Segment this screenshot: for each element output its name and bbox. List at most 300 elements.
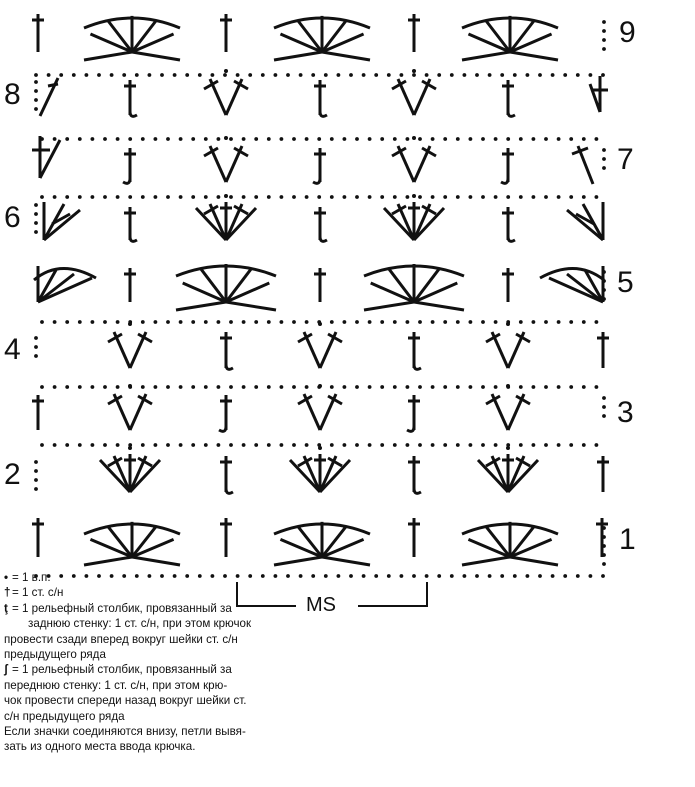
chain-dot <box>97 73 101 77</box>
dc-symbol <box>314 80 327 116</box>
chain-dot <box>582 443 586 447</box>
dc-symbol <box>124 80 137 116</box>
legend-note-line: Если значки соединяются внизу, петли вывя- <box>4 725 246 739</box>
chain-dot <box>53 195 57 199</box>
shell-stroke <box>510 557 558 565</box>
chain-dot <box>141 385 145 389</box>
legend-back-post-line: ţ = 1 рельефный столбик, провязанный за <box>4 601 232 615</box>
stitch-symbols-layer <box>32 14 609 565</box>
chain-dot <box>254 443 258 447</box>
dc-symbol <box>32 395 44 430</box>
chain-dot <box>292 443 296 447</box>
chain-dot <box>318 384 322 388</box>
chain-dot <box>34 354 38 358</box>
stroke <box>40 140 60 178</box>
chain-dot <box>456 385 460 389</box>
v-outer-right <box>226 208 256 240</box>
chain-dot <box>91 385 95 389</box>
chain-dot <box>349 73 353 77</box>
legend-front-post-line: ʃ = 1 рельефный столбик, провязанный за <box>4 663 232 677</box>
chain-dot <box>576 73 580 77</box>
legend-front-post-line: чок провести спереди назад вокруг шейки ст. <box>4 694 247 708</box>
chain-dot <box>53 385 57 389</box>
chain-dot <box>595 385 599 389</box>
chain-dot <box>217 195 221 199</box>
chain-dot <box>406 195 410 199</box>
dc-symbol <box>502 268 514 302</box>
chain-dot <box>569 385 573 389</box>
chain-dot <box>355 443 359 447</box>
chain-dot <box>204 320 208 324</box>
chain-dot <box>431 385 435 389</box>
v-stitch-symbol <box>478 446 538 492</box>
chain-dot <box>494 137 498 141</box>
chain-dot <box>526 574 530 578</box>
chain-dot <box>103 320 107 324</box>
dc-symbol <box>220 332 233 369</box>
chain-dot <box>229 443 233 447</box>
row-number-7: 7 <box>617 143 634 176</box>
chain-dot <box>494 195 498 199</box>
chain-dot <box>481 443 485 447</box>
chain-dot <box>286 73 290 77</box>
dc-symbol <box>124 268 136 302</box>
shell-stroke <box>462 557 510 565</box>
chain-dot <box>185 73 189 77</box>
chain-dot <box>576 574 580 578</box>
v-outer-right <box>320 460 350 492</box>
chain-dot <box>362 574 366 578</box>
chain-dot <box>78 385 82 389</box>
v-stitch-symbol <box>290 446 350 492</box>
dc-symbol <box>597 456 609 492</box>
chain-dot <box>602 29 606 33</box>
chain-dot <box>191 195 195 199</box>
chain-dot <box>141 320 145 324</box>
chain-dot <box>91 195 95 199</box>
chain-dot <box>330 137 334 141</box>
chain-dot <box>443 137 447 141</box>
chain-dot <box>463 73 467 77</box>
chain-dot <box>343 195 347 199</box>
chain-dot <box>34 487 38 491</box>
half-shell <box>540 266 604 302</box>
half-v <box>590 76 608 112</box>
chain-dot <box>481 137 485 141</box>
dc-symbol <box>407 395 420 431</box>
v-outer-left <box>290 460 320 492</box>
chain-dot <box>191 320 195 324</box>
legend-back-post-line: провести сзади вперед вокруг шейки ст. с/н <box>4 632 238 646</box>
bar <box>48 84 58 86</box>
chain-dot <box>128 384 132 388</box>
chain-dot <box>343 320 347 324</box>
chain-dot <box>513 574 517 578</box>
chain-dot <box>544 320 548 324</box>
chain-dot <box>506 322 510 326</box>
chain-dot <box>236 73 240 77</box>
chain-dot <box>34 345 38 349</box>
chain-dot <box>393 443 397 447</box>
chain-column <box>34 460 38 491</box>
shell-stroke <box>176 302 226 310</box>
dagger-dc-icon: † <box>4 586 11 600</box>
chain-dot <box>53 137 57 141</box>
chain-dot <box>280 320 284 324</box>
chain-dot <box>274 73 278 77</box>
chain-dot <box>135 73 139 77</box>
v-stitch-symbol <box>392 136 436 182</box>
chain-dot <box>229 320 233 324</box>
chain-dot <box>242 137 246 141</box>
chain-dot <box>343 385 347 389</box>
shell-stroke <box>132 557 180 565</box>
chain-dot <box>506 446 510 450</box>
dc-symbol <box>408 456 421 493</box>
chain-dot <box>280 385 284 389</box>
chain-dot <box>569 320 573 324</box>
chain-dot <box>91 443 95 447</box>
chain-dot <box>324 574 328 578</box>
chain-row <box>40 137 598 141</box>
shell-stroke <box>510 52 558 60</box>
chain-dot <box>173 73 177 77</box>
chain-dot <box>330 320 334 324</box>
chain-dot <box>254 137 258 141</box>
chain-dot <box>254 195 258 199</box>
chain-dot <box>532 385 536 389</box>
chain-dot <box>494 320 498 324</box>
chain-dot <box>456 137 460 141</box>
chain-dot <box>179 443 183 447</box>
dc-symbol <box>32 518 44 557</box>
v-stitch-symbol <box>108 384 152 430</box>
chain-dot <box>532 320 536 324</box>
chain-dot <box>544 385 548 389</box>
chain-dot <box>110 73 114 77</box>
bp-hook <box>130 111 137 116</box>
chain-dot <box>254 385 258 389</box>
chain-dot <box>500 73 504 77</box>
shell-stroke <box>322 52 370 60</box>
v-stitch-symbol <box>384 194 444 240</box>
dc-symbol <box>314 207 327 241</box>
chain-dot <box>116 443 120 447</box>
chain-dot <box>380 320 384 324</box>
chain-dot <box>469 195 473 199</box>
chain-dot <box>311 574 315 578</box>
shell-arc <box>34 268 96 280</box>
shell-7 <box>274 16 370 60</box>
chain-dot-icon: • <box>4 571 9 584</box>
chain-dot <box>506 195 510 199</box>
chain-dot <box>456 320 460 324</box>
chain-dot <box>425 73 429 77</box>
chain-dot <box>412 194 416 198</box>
chain-dot <box>494 443 498 447</box>
chain-dot <box>103 385 107 389</box>
chain-dot <box>229 137 233 141</box>
chain-dot <box>601 574 605 578</box>
back-post-icon: ţ <box>4 601 8 615</box>
chain-dot <box>116 320 120 324</box>
chain-dot <box>305 443 309 447</box>
chain-dot <box>418 320 422 324</box>
chain-dot <box>602 562 606 566</box>
dc-symbol <box>597 332 609 368</box>
chain-dot <box>229 385 233 389</box>
chain-dot <box>179 195 183 199</box>
chain-dot <box>425 574 429 578</box>
bp-hook <box>414 488 421 493</box>
legend-front-post-line: переднюю стенку: 1 ст. с/н, при этом крю- <box>4 678 228 692</box>
chain-dot <box>78 443 82 447</box>
dc-symbol <box>408 518 420 557</box>
chain-column <box>602 20 606 51</box>
chain-dot <box>519 443 523 447</box>
chain-dot <box>78 320 82 324</box>
chain-dot <box>602 405 606 409</box>
chain-dot <box>154 443 158 447</box>
chain-dot <box>292 385 296 389</box>
chain-dot <box>602 414 606 418</box>
chain-dot <box>40 385 44 389</box>
chain-dot <box>481 195 485 199</box>
chain-dot <box>166 195 170 199</box>
chain-dot <box>544 137 548 141</box>
chain-dot <box>355 385 359 389</box>
dc-symbol <box>123 148 136 183</box>
row-number-5: 5 <box>617 266 634 299</box>
chain-dot <box>589 73 593 77</box>
fp-hook <box>219 426 226 431</box>
chain-dot <box>224 194 228 198</box>
chain-dot <box>229 195 233 199</box>
chain-dot <box>34 460 38 464</box>
chain-dot <box>191 443 195 447</box>
chain-dot <box>78 195 82 199</box>
legend-front-post-line: с/н предыдущего ряда <box>4 709 125 723</box>
chain-column <box>602 396 606 418</box>
chain-dot <box>595 320 599 324</box>
row-number-9: 9 <box>619 16 636 49</box>
chain-dot <box>538 574 542 578</box>
chain-dot <box>317 195 321 199</box>
chain-dot <box>148 73 152 77</box>
chain-dot <box>34 221 38 225</box>
chain-dot <box>602 38 606 42</box>
v-stitch-symbol <box>486 322 530 368</box>
chain-dot <box>311 73 315 77</box>
v-stitch-symbol <box>486 384 530 430</box>
chain-dot <box>141 137 145 141</box>
chain-dot <box>557 195 561 199</box>
chain-dot <box>65 443 69 447</box>
chain-dot <box>34 336 38 340</box>
chain-dot <box>431 137 435 141</box>
chain-column <box>34 203 38 234</box>
chain-dot <box>513 73 517 77</box>
fp-hook <box>123 178 130 183</box>
legend-dc: † = 1 ст. с/н <box>4 586 64 600</box>
chain-dot <box>337 73 341 77</box>
chain-dot <box>488 73 492 77</box>
half-v <box>40 78 58 116</box>
chain-dot <box>267 385 271 389</box>
dc-symbol <box>502 80 515 116</box>
shell-7 <box>84 16 180 60</box>
v-stitch-symbol <box>204 136 248 182</box>
repeat-label: MS <box>306 594 336 616</box>
chain-dot <box>267 443 271 447</box>
bp-hook <box>130 236 137 241</box>
chain-dot <box>393 195 397 199</box>
chain-dot <box>128 322 132 326</box>
dc-symbol <box>124 207 137 241</box>
bp-hook <box>414 364 421 369</box>
shell-stroke <box>132 52 180 60</box>
chain-dot <box>204 385 208 389</box>
chain-dot <box>443 443 447 447</box>
chain-dot <box>374 574 378 578</box>
chain-dot <box>53 320 57 324</box>
chain-dot <box>34 80 38 84</box>
chain-dot <box>166 320 170 324</box>
chain-dot <box>330 385 334 389</box>
row-number-6: 6 <box>4 201 21 234</box>
chain-dot <box>551 574 555 578</box>
chain-dot <box>166 137 170 141</box>
bp-hook <box>320 236 327 241</box>
chain-dot <box>368 137 372 141</box>
chain-dot <box>602 20 606 24</box>
chain-dot <box>450 73 454 77</box>
chain-dot <box>519 195 523 199</box>
chain-dot <box>469 385 473 389</box>
chain-dot <box>242 443 246 447</box>
chain-dot <box>418 137 422 141</box>
chain-dot <box>128 137 132 141</box>
chain-dot <box>557 443 561 447</box>
chain-dot <box>191 137 195 141</box>
chain-dot <box>248 73 252 77</box>
chain-dot <box>179 137 183 141</box>
chain-dot <box>53 443 57 447</box>
chain-dot <box>34 98 38 102</box>
chain-dot <box>469 443 473 447</box>
chain-dot <box>412 69 416 73</box>
chain-dot <box>582 320 586 324</box>
chain-dot <box>261 73 265 77</box>
chain-dot <box>91 137 95 141</box>
chain-dot <box>544 443 548 447</box>
chain-dot <box>532 137 536 141</box>
chain-dot <box>437 73 441 77</box>
chain-dot <box>217 385 221 389</box>
chain-dot <box>431 443 435 447</box>
chain-dot <box>412 73 416 77</box>
chain-dot <box>217 137 221 141</box>
chain-column <box>34 80 38 111</box>
chain-dot <box>488 574 492 578</box>
chain-dot <box>280 195 284 199</box>
dc-symbol <box>502 207 515 241</box>
chain-dot <box>355 320 359 324</box>
chain-dot <box>317 137 321 141</box>
chain-dot <box>450 574 454 578</box>
chain-dot <box>242 195 246 199</box>
chain-dot <box>368 195 372 199</box>
chain-dot <box>40 443 44 447</box>
chain-dot <box>406 137 410 141</box>
v-stitch-symbol <box>196 194 256 240</box>
chain-dot <box>154 320 158 324</box>
chain-dot <box>318 446 322 450</box>
chain-dot <box>387 574 391 578</box>
v-stitch-symbol <box>100 446 160 492</box>
chain-dot <box>563 574 567 578</box>
chain-dot <box>318 322 322 326</box>
chain-dot <box>412 136 416 140</box>
legend-chain: • = 1 в.п. <box>4 571 51 584</box>
chain-dot <box>557 320 561 324</box>
chain-dot <box>519 137 523 141</box>
chain-dot <box>267 320 271 324</box>
chain-dot <box>211 73 215 77</box>
fp-hook <box>313 178 320 183</box>
chain-dot <box>418 443 422 447</box>
dc-symbol <box>32 14 44 52</box>
chain-dot <box>569 195 573 199</box>
chain-dot <box>103 137 107 141</box>
chain-dot <box>65 385 69 389</box>
chain-dot <box>602 47 606 51</box>
chain-column <box>602 148 606 170</box>
chain-dot <box>374 73 378 77</box>
chain-dot <box>412 574 416 578</box>
chain-dot <box>191 385 195 389</box>
chain-dot <box>267 195 271 199</box>
chain-dot <box>349 574 353 578</box>
chain-dot <box>34 230 38 234</box>
chain-dot <box>217 320 221 324</box>
dc-symbol <box>313 148 326 183</box>
dc-symbol <box>220 456 233 493</box>
bp-hook <box>320 111 327 116</box>
chain-dot <box>292 195 296 199</box>
chain-dot <box>179 385 183 389</box>
chain-dot <box>116 195 120 199</box>
row-number-4: 4 <box>4 333 21 366</box>
chain-dot <box>380 195 384 199</box>
v-stitch-symbol <box>298 384 342 430</box>
shell-stroke <box>462 52 510 60</box>
chain-dot <box>280 443 284 447</box>
fp-hook <box>501 178 508 183</box>
chain-dot <box>103 195 107 199</box>
chain-dot <box>481 320 485 324</box>
chain-dot <box>65 320 69 324</box>
chain-dot <box>337 574 341 578</box>
chain-dot <box>324 73 328 77</box>
stroke <box>567 210 603 240</box>
chain-dot <box>343 137 347 141</box>
chain-dot <box>569 137 573 141</box>
chain-dot <box>551 73 555 77</box>
shell-7 <box>84 522 180 565</box>
chain-dot <box>418 195 422 199</box>
chain-dot <box>292 137 296 141</box>
